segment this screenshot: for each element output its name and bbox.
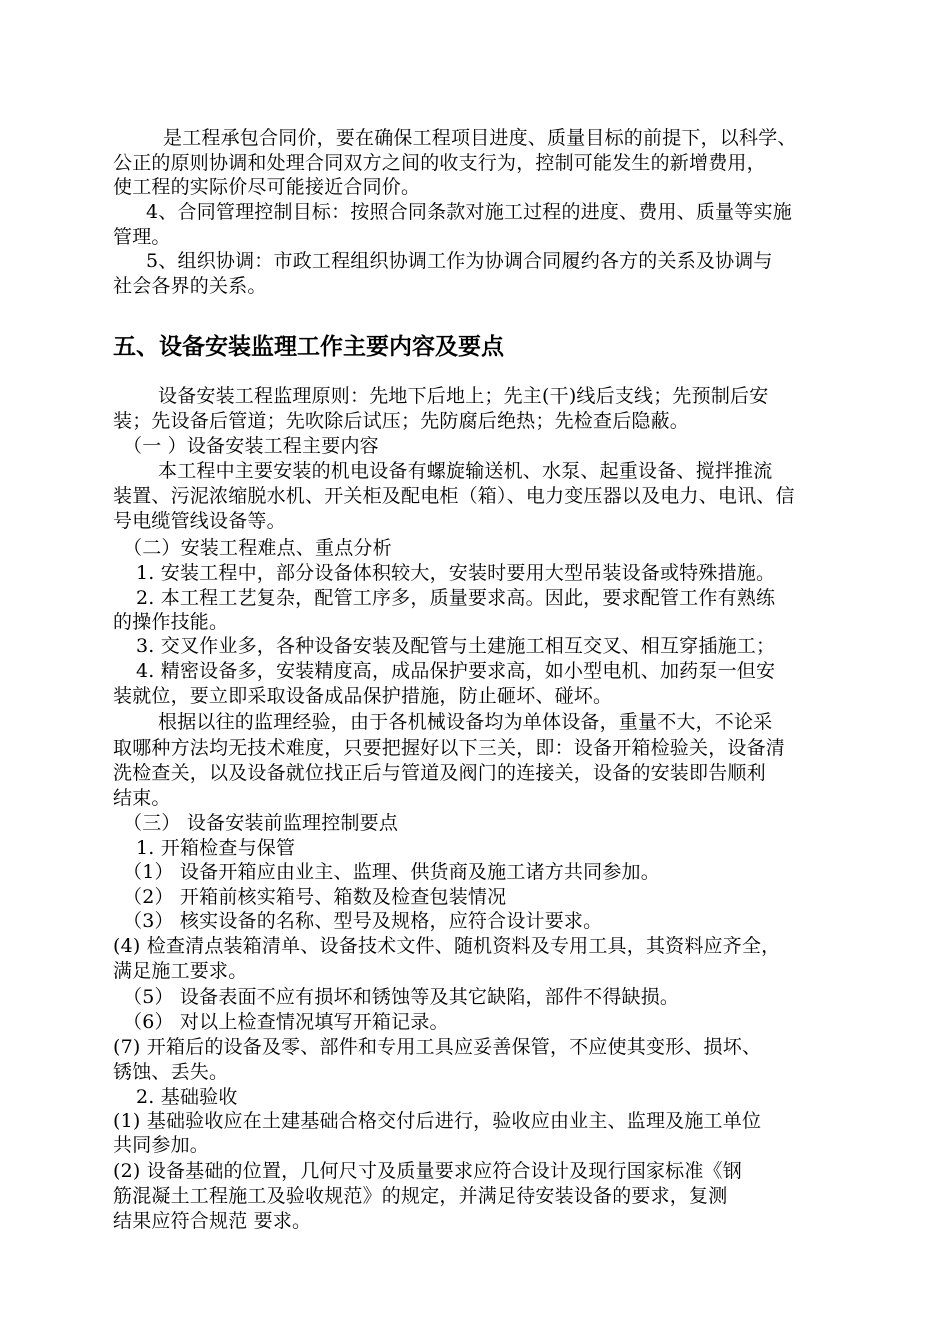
list-item: 4. 精密设备多，安装精度高，成品保护要求高，如小型电机、加药泵一但安	[136, 660, 776, 682]
paragraph-line: 结束。	[113, 787, 171, 809]
paragraph-line: 取哪种方法均无技术难度，只要把握好以下三关，即：设备开箱检验关，设备清	[113, 737, 786, 759]
list-item: (4) 检查清点装箱清单、设备技术文件、随机资料及专用工具，其资料应齐全，	[113, 935, 781, 957]
paragraph-line: 共同参加。	[113, 1134, 210, 1156]
paragraph-line: 满足施工要求。	[113, 960, 248, 982]
paragraph-line: 4、合同管理控制目标：按照合同条款对施工过程的进度、费用、质量等实施	[146, 201, 792, 223]
paragraph-line: 设备安装工程监理原则：先地下后地上；先主(干)线后支线；先预制后安	[158, 385, 769, 407]
paragraph-line: 本工程中主要安装的机电设备有螺旋输送机、水泵、起重设备、搅拌推流	[158, 460, 773, 482]
paragraph-line: 号电缆管线设备等。	[113, 510, 286, 532]
paragraph-line: 5、组织协调：市政工程组织协调工作为协调合同履约各方的关系及协调与	[146, 250, 773, 272]
list-item: 3. 交叉作业多，各种设备安装及配管与土建施工相互交叉、相互穿插施工；	[136, 635, 776, 657]
paragraph-line: 装就位，要立即采取设备成品保护措施，防止砸坏、碰坏。	[113, 685, 613, 707]
list-item: (7) 开箱后的设备及零、部件和专用工具应妥善保管，不应使其变形、损坏、	[113, 1036, 762, 1058]
paragraph-line: 社会各界的关系。	[113, 275, 267, 297]
subsection-title: （一 ）设备安装工程主要内容	[123, 435, 379, 457]
subsection-title: （三） 设备安装前监理控制要点	[123, 812, 399, 834]
list-item: (1) 基础验收应在土建基础合格交付后进行，验收应由业主、监理及施工单位	[113, 1110, 762, 1132]
list-item: （1） 设备开箱应由业主、监理、供货商及施工诸方共同参加。	[123, 861, 660, 883]
paragraph-line: 装置、污泥浓缩脱水机、开关柜及配电柜（箱）、电力变压器以及电力、电讯、信	[113, 485, 795, 507]
list-item: （2） 开箱前核实箱号、箱数及检查包装情况	[123, 886, 507, 908]
list-item: 2. 本工程工艺复杂，配管工序多，质量要求高。因此，要求配管工作有熟练	[136, 587, 776, 609]
paragraph-line: 公正的原则协调和处理合同双方之间的收支行为，控制可能发生的新增费用，	[113, 152, 766, 174]
paragraph-line: 洗检查关，以及设备就位找正后与管道及阀门的连接关，设备的安装即告顺利	[113, 762, 766, 784]
paragraph-line: 结果应符合规范 要求。	[113, 1210, 312, 1232]
paragraph-line: 的操作技能。	[113, 611, 229, 633]
paragraph-line: 筋混凝土工程施工及验收规范》的规定，并满足待安装设备的要求，复测	[113, 1185, 728, 1207]
paragraph-line: 使工程的实际价尽可能接近合同价。	[113, 176, 421, 198]
paragraph-line: 管理。	[113, 226, 171, 248]
list-item: （3） 核实设备的名称、型号及规格，应符合设计要求。	[123, 910, 603, 932]
list-item: 1. 安装工程中，部分设备体积较大，安装时要用大型吊装设备或特殊措施。	[136, 562, 776, 584]
list-item: （6） 对以上检查情况填写开箱记录。	[123, 1011, 449, 1033]
list-item: （5） 设备表面不应有损坏和锈蚀等及其它缺陷，部件不得缺损。	[123, 986, 680, 1008]
paragraph-line: 是工程承包合同价，要在确保工程项目进度、质量目标的前提下，以科学、	[163, 127, 797, 149]
section-heading: 五、设备安装监理工作主要内容及要点	[113, 334, 504, 360]
paragraph-line: 锈蚀、丢失。	[113, 1061, 229, 1083]
list-item: 1. 开箱检查与保管	[136, 837, 296, 859]
paragraph-line: 装；先设备后管道；先吹除后试压；先防腐后绝热；先检查后隐蔽。	[113, 410, 690, 432]
paragraph-line: 根据以往的监理经验，由于各机械设备均为单体设备，重量不大，不论采	[158, 711, 773, 733]
list-item: (2) 设备基础的位置，几何尺寸及质量要求应符合设计及现行国家标准《钢	[113, 1160, 742, 1182]
subsection-title: （二）安装工程难点、重点分析	[123, 537, 392, 559]
list-item: 2. 基础验收	[136, 1086, 238, 1108]
